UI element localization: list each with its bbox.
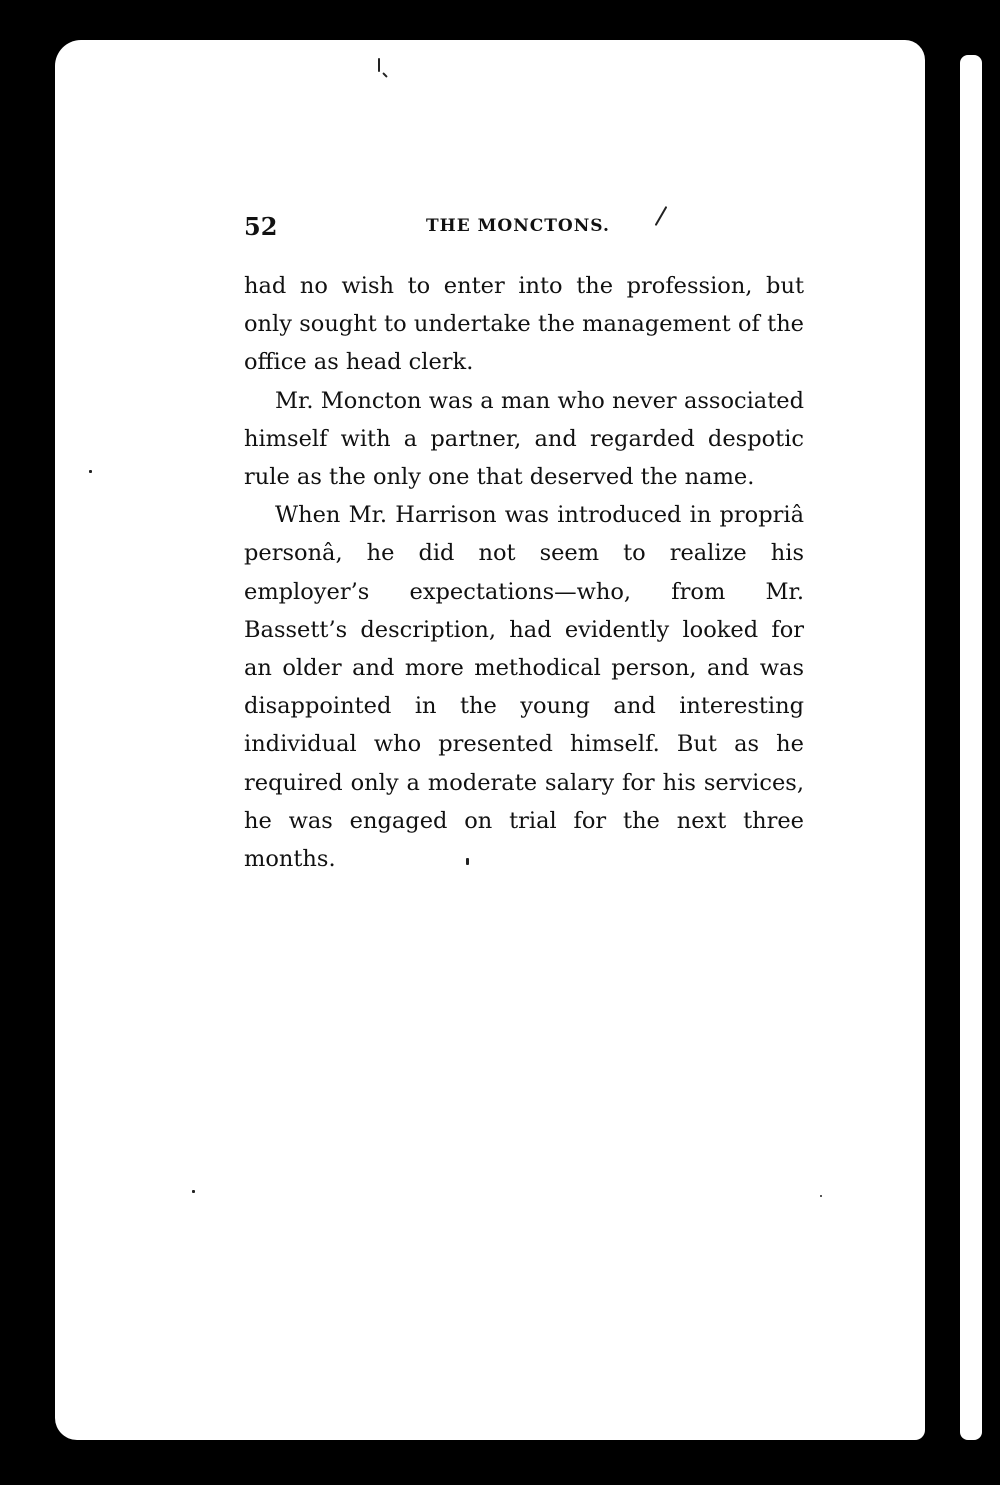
scan-speck (378, 58, 380, 72)
scan-speck (192, 1190, 195, 1193)
page-number: 52 (244, 212, 278, 241)
page-header (244, 200, 804, 248)
running-title: THE MONCTONS. (426, 216, 610, 236)
scan-speck (89, 470, 92, 473)
paragraph: Mr. Moncton was a man who never associated himself with a partner, and regarded despotic rule as the only one that deserved the name. (244, 387, 804, 491)
body-text (244, 267, 804, 878)
page-gutter-shadow (930, 70, 940, 1430)
page-content (244, 200, 804, 878)
paragraph: When Mr. Harrison was introduced in propriâ personâ, he did not seem to realize his employer’s expectations—who, from Mr. Bassett’s description, had evidently looked for an older and more methodical person, and was disappointed in the young and interesting individual who presented himself. But as he required only a moderate salary for his services, he was engaged on trial for the next three months. (244, 502, 804, 873)
scan-speck (820, 1195, 822, 1197)
page-edge-strip (960, 55, 982, 1440)
paragraph: had no wish to enter into the profession, but only sought to undertake the management of the office as head clerk. (244, 273, 804, 376)
